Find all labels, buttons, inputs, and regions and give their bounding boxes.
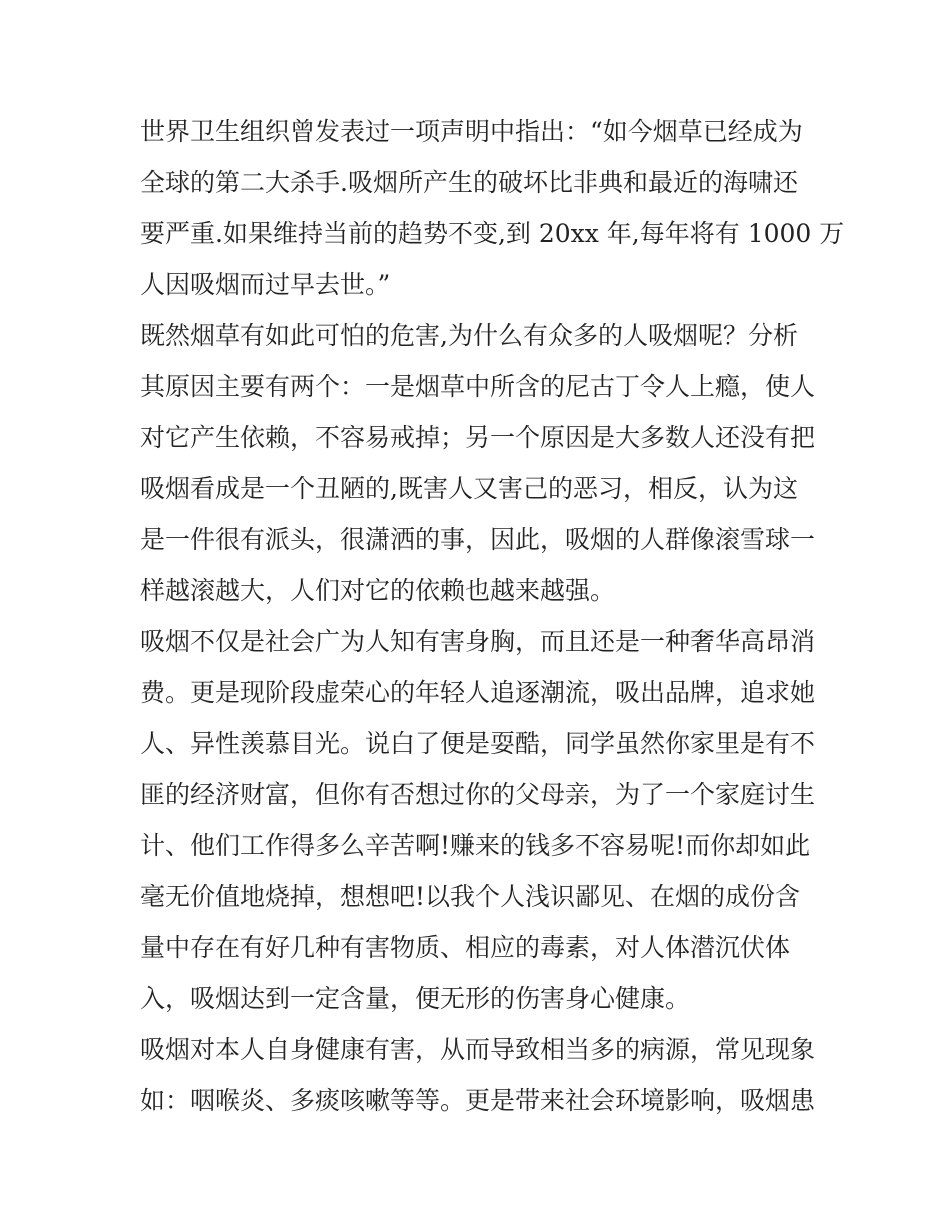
document-body <box>140 106 845 1126</box>
text-line: 费。更是现阶段虚荣心的年轻人追逐潮流，吸出品牌，追求她 <box>140 678 816 707</box>
paragraph-luxury-consumption <box>140 616 816 1024</box>
text-line: 吸烟对本人自身健康有害，从而导致相当多的病源，常见现象 <box>140 1035 816 1064</box>
paragraph-health-effects <box>140 1024 816 1126</box>
text-line: 匪的经济财富，但你有否想过你的父母亲，为了一个家庭讨生 <box>140 780 816 809</box>
text-line: 其原因主要有两个：一是烟草中所含的尼古丁令人上瘾，使人 <box>140 372 816 401</box>
text-line: 对它产生依赖，不容易戒掉；另一个原因是大多数人还没有把 <box>140 423 816 452</box>
paragraph-reasons <box>140 310 816 616</box>
text-line: 人因吸烟而过早去世。” <box>140 270 391 299</box>
text-line: 要严重.如果维持当前的趋势不变,到 20xx 年,每年将有 1000 万 <box>140 219 845 248</box>
text-line: 全球的第二大杀手.吸烟所产生的破坏比非典和最近的海啸还 <box>140 168 798 197</box>
text-line: 入，吸烟达到一定含量，便无形的伤害身心健康。 <box>140 984 691 1013</box>
text-line: 毫无价值地烧掉，想想吧!以我个人浅识鄙见、在烟的成份含 <box>140 882 801 911</box>
text-line: 人、异性羡慕目光。说白了便是耍酷，同学虽然你家里是有不 <box>140 729 816 758</box>
text-line: 世界卫生组织曾发表过一项声明中指出：“如今烟草已经成为 <box>140 117 803 146</box>
text-line: 吸烟不仅是社会广为人知有害身胸，而且还是一种奢华高昂消 <box>140 627 816 656</box>
text-line: 吸烟看成是一个丑陋的,既害人又害己的恶习，相反，认为这 <box>140 474 798 503</box>
text-line: 计、他们工作得多么辛苦啊!赚来的钱多不容易呢!而你却如此 <box>140 831 811 860</box>
text-line: 如：咽喉炎、多痰咳嗽等等。更是带来社会环境影响，吸烟患 <box>140 1086 816 1115</box>
text-line: 量中存在有好几种有害物质、相应的毒素，对人体潜沉伏体 <box>140 933 791 962</box>
text-line: 样越滚越大，人们对它的依赖也越来越强。 <box>140 576 616 605</box>
text-line: 既然烟草有如此可怕的危害,为什么有众多的人吸烟呢？分析 <box>140 321 798 350</box>
text-line: 是一件很有派头，很潇洒的事，因此，吸烟的人群像滚雪球一 <box>140 525 816 554</box>
paragraph-who-statement <box>140 106 845 310</box>
